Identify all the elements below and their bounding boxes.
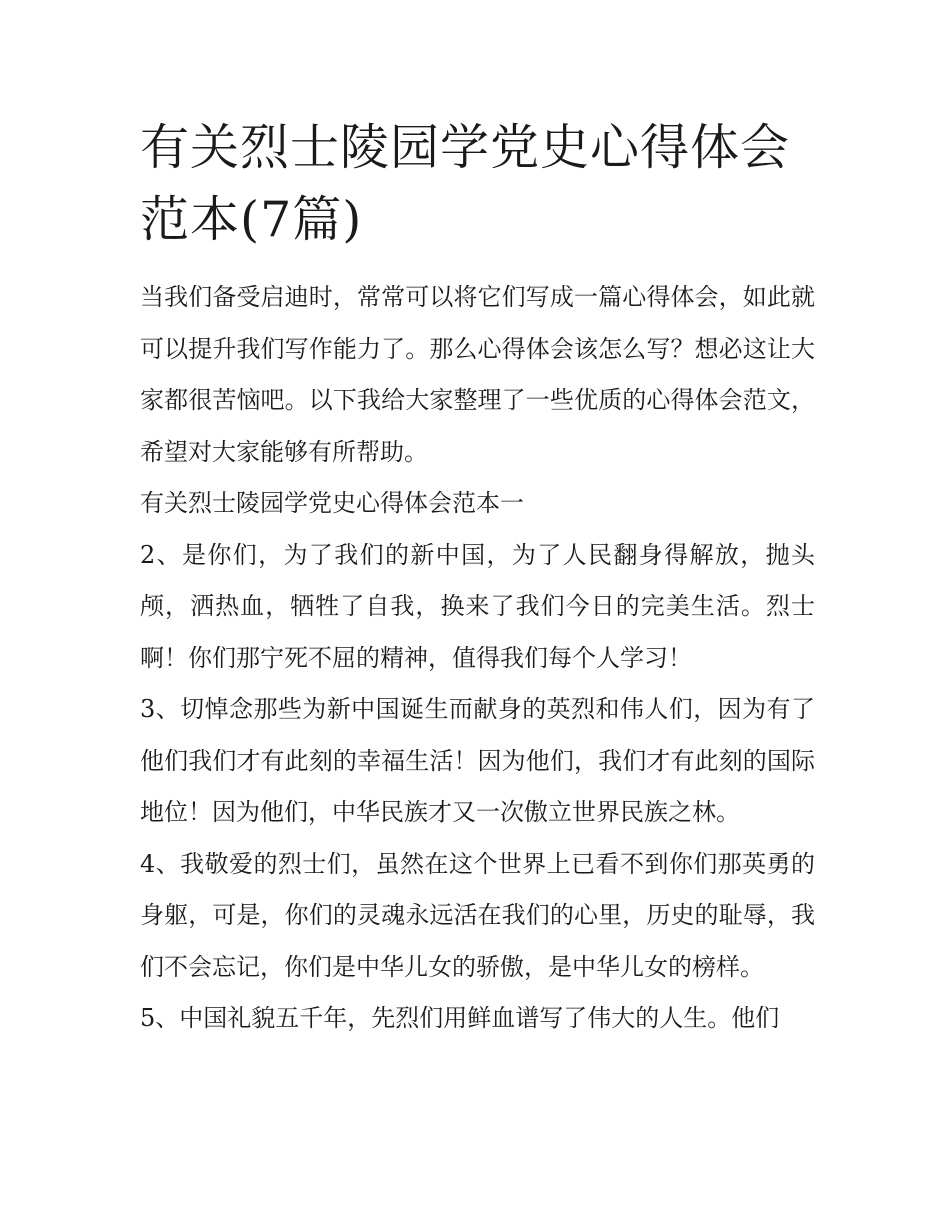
paragraph-item-3: 3、切悼念那些为新中国诞生而献身的英烈和伟人们，因为有了他们我们才有此刻的幸福生活！因为他们，我们才有此刻的国际地位！因为他们，中华民族才又一次傲立世界民族之林。 — [140, 695, 815, 826]
document-title: 有关烈士陵园学党史心得体会范本(7篇) — [140, 119, 791, 248]
section-heading: 有关烈士陵园学党史心得体会范本一 — [140, 489, 524, 517]
paragraph-item-5: 5、中国礼貌五千年，先烈们用鲜血谱写了伟大的人生。他们 — [140, 1004, 780, 1032]
intro-paragraph: 当我们备受启迪时，常常可以将它们写成一篇心得体会，如此就可以提升我们写作能力了。那么心得体会该怎么写？想必这让大家都很苦恼吧。以下我给大家整理了一些优质的心得体会范文，希望对大家能够有所帮助。 — [140, 283, 815, 466]
paragraph-item-4: 4、我敬爱的烈士们，虽然在这个世界上已看不到你们那英勇的身躯，可是，你们的灵魂永远活在我们的心里，历史的耻辱，我们不会忘记，你们是中华儿女的骄傲，是中华儿女的榜样。 — [140, 849, 815, 981]
document-body — [140, 112, 815, 1045]
paragraph-item-2: 2、是你们，为了我们的新中国，为了人民翻身得解放，抛头颅，洒热血，牺牲了自我，换来了我们今日的完美生活。烈士啊！你们那宁死不屈的精神，值得我们每个人学习！ — [140, 540, 815, 672]
